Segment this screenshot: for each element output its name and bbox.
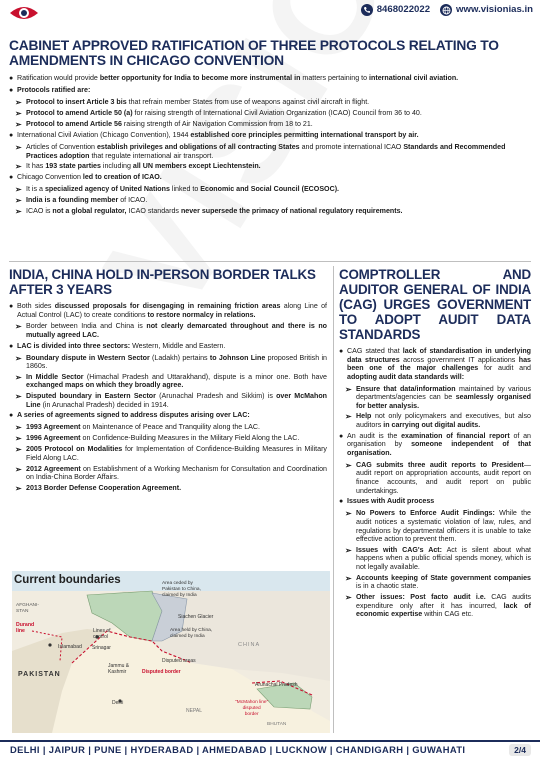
footer-cities: DELHI | JAIPUR | PUNE | HYDERABAD | AHMEDABAD | LUCKNOW | CHANDIGARH | GUWAHATI bbox=[10, 744, 466, 755]
phone-contact[interactable] bbox=[361, 4, 430, 16]
sub-list-item: ➢ 2012 Agreement on Establishment of a Working Mechanism for Consultation and Coordination on India-China Border Affairs. bbox=[15, 464, 327, 482]
map-label-disputed-areas: Disputed areas bbox=[162, 658, 196, 664]
list-item: ● Chicago Convention led to creation of ICAO. bbox=[9, 173, 162, 182]
sub-list-item: ➢ Protocol to amend Article 50 (a) for raising strength of International Civil Aviation Organization (ICAO) Council from 36 to 40. bbox=[15, 109, 422, 118]
sub-list-item: ➢ It is a specialized agency of United Nations linked to Economic and Social Council (ECOSOC). bbox=[15, 185, 340, 195]
map-label-islamabad: Islamabad bbox=[58, 644, 82, 650]
map-label-china-held: Area held by China, claimed by India bbox=[170, 628, 213, 639]
sub-list-item: ➢ Other issues: Post facto audit i.e. CAG audits expenditure only after it has incurred, lack of economic expertise within CAG etc. bbox=[345, 593, 531, 619]
list-item: ● A series of agreements signed to address disputes arising over LAC: bbox=[9, 411, 250, 420]
sub-list-item: ➢ CAG submits three audit reports to President—audit report on appropriation accounts, audit report on finance accounts, and audit report on public undertakings. bbox=[345, 460, 531, 495]
globe-icon bbox=[440, 4, 452, 16]
map-label-jammu-kashmir: Jammu & Kashmir bbox=[108, 663, 130, 676]
map-title: Current boundaries bbox=[14, 574, 121, 586]
sub-list-item: ➢ India is a founding member of ICAO. bbox=[15, 196, 148, 206]
list-item: ● Both sides discussed proposals for disengaging in remaining friction areas along Line of Actual Control (LAC) to create conditions to restore normalcy in relations. bbox=[9, 302, 327, 319]
column-divider bbox=[333, 266, 334, 733]
page-number: 2/4 bbox=[509, 744, 531, 756]
border-map bbox=[12, 571, 330, 733]
list-item: ● Issues with Audit process bbox=[339, 497, 435, 506]
section-title-cag: COMPTROLLER AND AUDITOR GENERAL OF INDIA (CAG) URGES GOVERNMENT TO ADOPT AUDIT DATA STANDARDS bbox=[339, 267, 531, 342]
list-item: ● Ratification would provide better opportunity for India to become more instrumental in matters pertaining to international civil aviation. bbox=[9, 74, 459, 82]
list-item: ● An audit is the examination of financial report of an organisation by someone independent of that organisation. bbox=[339, 431, 531, 458]
map-label-mcmahon: "McMahon line" disputed border bbox=[235, 700, 269, 717]
sub-list-item: ➢ Protocol to amend Article 56 raising strength of Air Navigation Commission from 18 to 21. bbox=[15, 120, 313, 129]
page-header bbox=[0, 0, 540, 26]
map-label-arunachal: Arunachal Pradesh bbox=[255, 682, 298, 688]
website-url: www.visionias.in bbox=[456, 4, 533, 16]
phone-icon bbox=[361, 4, 373, 16]
map-label-disputed-border: Disputed border bbox=[142, 669, 181, 675]
list-item: ● Protocols ratified are: bbox=[9, 86, 91, 94]
map-label-siachen: Siachen Glacier bbox=[178, 614, 214, 620]
sub-list-item: ➢ 2005 Protocol on Modalities for Implementation of Confidence-Building Measures in Military Field Along LAC. bbox=[15, 445, 327, 463]
map-label-delhi: Delhi bbox=[112, 700, 124, 706]
sub-list-item: ➢ It has 193 state parties including all UN members except Liechtenstein. bbox=[15, 162, 261, 172]
phone-number: 8468022022 bbox=[376, 4, 431, 16]
vision-logo-icon bbox=[7, 3, 41, 23]
list-item: ● LAC is divided into three sectors: Western, Middle and Eastern. bbox=[9, 341, 226, 350]
map-label-afghanistan: AFGHANI- STAN bbox=[16, 603, 39, 614]
section-divider bbox=[9, 261, 531, 262]
sub-list-item: ➢ Boundary dispute in Western Sector (Ladakh) pertains to Johnson Line proposed British in 1860s. bbox=[15, 353, 327, 371]
map-label-bhutan: BHUTAN bbox=[267, 722, 287, 727]
map-label-pak-ceded: Area ceded by Pakistan to China, claimed by India bbox=[162, 581, 201, 598]
list-item: ● CAG stated that lack of standardisation in underlying data structures across government IT applications has been one of the major challenges for audit and adopting audit data standards will: bbox=[339, 347, 531, 381]
sub-list-item: ➢ 1996 Agreement on Confidence-Building Measures in the Military Field Along the LAC. bbox=[15, 434, 300, 444]
sub-list-item: ➢ 2013 Border Defense Cooperation Agreement. bbox=[15, 483, 182, 493]
sub-list-item: ➢ ICAO is not a global regulator, ICAO standards never supersede the primacy of national regulatory requirements. bbox=[15, 207, 403, 217]
sub-list-item: ➢ Articles of Convention establish privileges and obligations of all contracting States and promote international ICAO Standards and Recommended Practices adoption that regulate international air transport. bbox=[15, 143, 506, 160]
sub-list-item: ➢ Border between India and China is not clearly demarcated throughout and there is no mutually agreed LAC. bbox=[15, 322, 328, 339]
sub-list-item: ➢ Ensure that data/information maintained by various departments/agencies can be seamlessly organised for better analysis. bbox=[345, 384, 531, 410]
section-title-india-china: INDIA, CHINA HOLD IN-PERSON BORDER TALKS AFTER 3 YEARS bbox=[9, 267, 316, 297]
list-item: ● International Civil Aviation (Chicago Convention), 1944 established core principles permitting international transport by air. bbox=[9, 131, 419, 139]
section-cag-audit bbox=[339, 267, 531, 621]
map-label-nepal: NEPAL bbox=[186, 708, 203, 714]
section-india-china-border bbox=[9, 267, 327, 495]
map-label-srinagar: Srinagar bbox=[92, 645, 111, 651]
map-label-durand: Durand line bbox=[16, 622, 35, 635]
map-label-china: CHINA bbox=[238, 642, 261, 648]
section-title-chicago-convention: CABINET APPROVED RATIFICATION OF THREE PROTOCOLS RELATING TO AMENDMENTS IN CHICAGO CONVENTION bbox=[9, 38, 499, 69]
map-label-lines-of-control: Lines of control bbox=[93, 628, 111, 641]
sub-list-item: ➢ Disputed boundary in Eastern Sector (Arunachal Pradesh and Sikkim) is over McMahon Line (in Arunachal Pradesh) decided in 1914. bbox=[15, 392, 327, 409]
sub-list-item: ➢ Accounts keeping of State government companies is in a chaotic state. bbox=[345, 573, 531, 591]
sub-list-item: ➢ Issues with CAG's Act: Act is silent about what happens when a public official spends money, which is not legally available. bbox=[345, 545, 531, 572]
map-label-pakistan: PAKISTAN bbox=[18, 671, 61, 678]
sub-list-item: ➢ In Middle Sector (Himachal Pradesh and Uttarakhand), dispute is a minor one. Both have exchanged maps on which they broadly agree. bbox=[15, 372, 327, 390]
sub-list-item: ➢ 1993 Agreement on Maintenance of Peace and Tranquility along the LAC. bbox=[15, 423, 260, 433]
section-chicago-convention bbox=[9, 74, 531, 218]
sub-list-item: ➢ No Powers to Enforce Audit Findings: While the audit notices a systematic violation of law, rules, and regulations by departmental officers it is unable to take effective action to prevent them. bbox=[345, 509, 531, 544]
sub-list-item: ➢ Help not only policymakers and executives, but also auditors in carrying out digital audits. bbox=[345, 412, 531, 430]
sub-list-item: ➢ Protocol to insert Article 3 bis that refrain member States from use of weapons against civil aircraft in flight. bbox=[15, 98, 370, 107]
website-link[interactable] bbox=[440, 4, 533, 16]
